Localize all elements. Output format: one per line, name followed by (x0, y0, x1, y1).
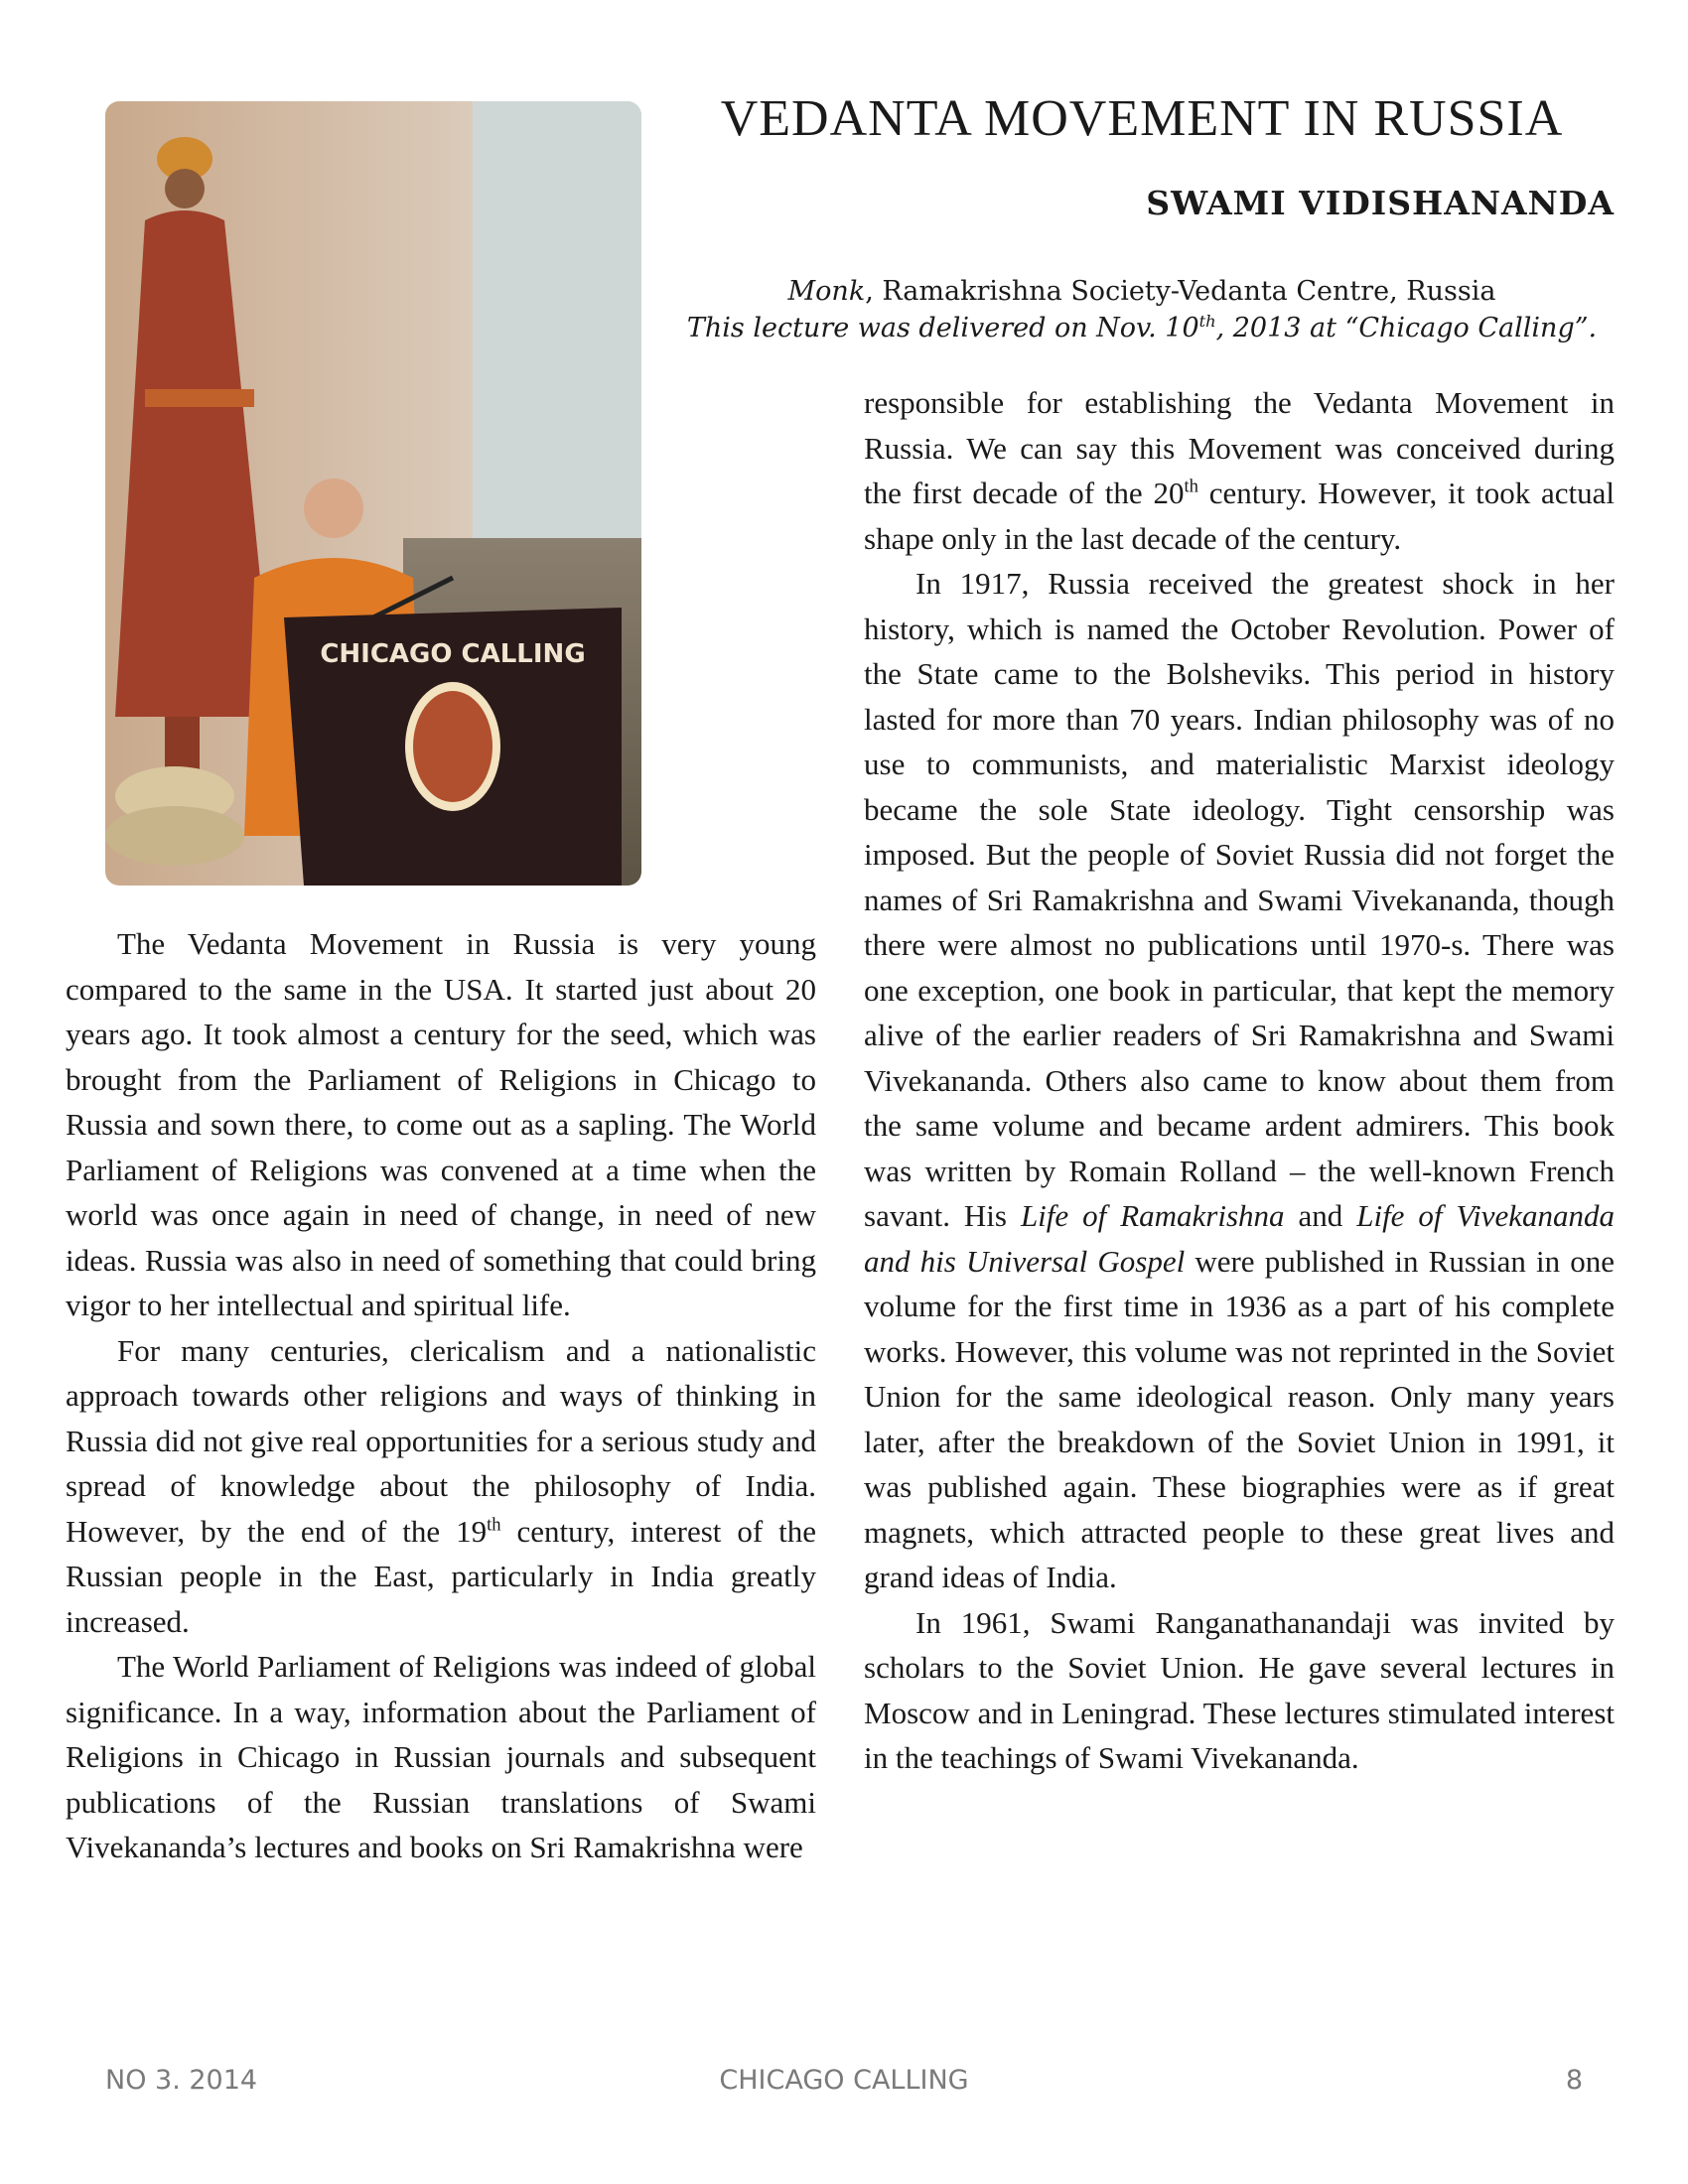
body-paragraph: In 1961, Swami Ranganathanandaji was invited by scholars to the Soviet Union. He gave several lectures in Moscow and in Leningrad. These lectures stimulated interest in the teachings of Swami Vivekananda. (864, 1604, 1615, 1775)
right-column (864, 380, 1615, 1781)
lecture-note-sup: th (1198, 312, 1216, 331)
lecture-note-text: This lecture was delivered on Nov. 10 (686, 313, 1199, 343)
paragraph-text: and (1284, 1198, 1357, 1233)
lecture-note-text-end: , 2013 at “Chicago Calling”. (1215, 313, 1598, 343)
body-paragraph (66, 1328, 816, 1645)
body-paragraph: The World Parliament of Religions was indeed of global significance. In a way, information about the Parliament of Religions in Chicago in Russian journals and subsequent publications of the Russian translations of Swami Vivekananda’s lectures and books on Sri Ramakrishna were (66, 1649, 816, 1864)
body-paragraph: The Vedanta Movement in Russia is very young compared to the same in the USA. It started just about 20 years ago. It took almost a century for the seed, which was brought from the Parliament of Religions in Chicago to Russia and sown there, to come out as a sapling. The World Parliament of Religions was convened at a time when the world was once again in need of change, in need of new ideas. Russia was also in need of something that could bring vigor to her intellectual and spiritual life. (66, 926, 816, 1322)
affiliation-role: Monk (787, 276, 866, 307)
body-paragraph (864, 561, 1615, 1600)
affiliation-org: , Ramakrishna Society-Vedanta Centre, Russia (865, 276, 1496, 307)
paragraph-text: were published in Russian in one volume for the first time in 1936 as a part of his complete works. However, this volume was not reprinted in the Soviet Union for the same ideological reason. Only many years later, after the breakdown of the Soviet Union in 1991, it was published again. These biographies were as if great magnets, which attracted people to these great lives and grand ideas of India. (864, 1243, 1615, 1594)
article-title: VEDANTA MOVEMENT IN RUSSIA (720, 90, 1564, 147)
podium-banner-text: CHICAGO CALLING (320, 639, 586, 669)
body-paragraph-continued (864, 380, 1615, 561)
paragraph-text: For many centuries, clericalism and a nationalistic approach towards other religions and ways of thinking in Russia did not give real opportunities for a serious study and spread of knowledge about the philosophy of India. However, by the end of the 19 (66, 1332, 816, 1549)
author-affiliation (685, 276, 1599, 307)
superscript: th (1184, 476, 1198, 497)
paragraph-text: century, interest of the Russian people in the East, particularly in India greatly increased. (66, 1513, 816, 1639)
speaker-photo-illustration (105, 101, 641, 886)
superscript: th (487, 1514, 501, 1536)
left-column (66, 921, 816, 1870)
speaker-photo (105, 101, 641, 886)
paragraph-text: In 1917, Russia received the greatest shock in her history, which is named the October Revolution. Power of the State came to the Bolsheviks. This period in history lasted for more than 70 years. Indian philosophy was of no use to communists, and materialistic Marxist ideology became the sole State ideology. Tight censorship was imposed. But the people of Soviet Russia did not forget the names of Sri Ramakrishna and Swami Vivekananda, though there were almost no publications until 1970-s. There was one exception, one book in particular, that kept the memory alive of the earlier readers of Sri Ramakrishna and Swami Vivekananda. Others also came to know about them from the same volume and became ardent admirers. This book was written by Romain Rolland – the well-known French savant. His (864, 566, 1615, 1233)
book-title: Life of Vivekananda and his Universal Gospel (864, 1198, 1616, 1279)
footer-publication: CHICAGO CALLING (719, 2065, 969, 2096)
book-title: Life of Ramakrishna (1020, 1198, 1285, 1233)
author-name: SWAMI VIDISHANANDA (1146, 184, 1615, 222)
paragraph-text: century. However, it took actual shape only in the last decade of the century. (864, 476, 1615, 556)
lecture-note (685, 313, 1599, 343)
footer-page-number: 8 (1565, 2065, 1583, 2096)
footer-issue: NO 3. 2014 (105, 2065, 258, 2096)
paragraph-text: responsible for establishing the Vedanta Movement in Russia. We can say this Movement was conceived during the first decade of the 20 (864, 385, 1615, 510)
